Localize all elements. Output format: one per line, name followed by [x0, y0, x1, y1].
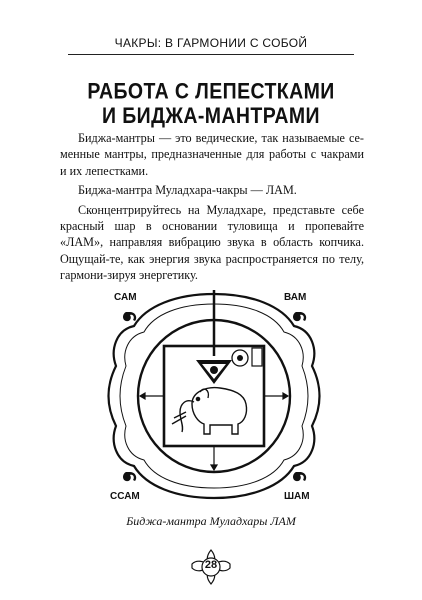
running-header: ЧАКРЫ: В ГАРМОНИИ С СОБОЙ — [114, 36, 308, 50]
glyph-vam-icon — [293, 312, 306, 321]
petal-label-top-left: САМ — [114, 292, 137, 303]
body-text — [60, 130, 364, 284]
petal-label-bottom-left: ССАМ — [110, 491, 140, 502]
section-title-line-1: РАБОТА С ЛЕПЕСТКАМИ — [87, 79, 335, 104]
muladhara-illustration — [106, 286, 322, 506]
header-rule — [68, 54, 354, 55]
figure-caption: Биджа-мантра Муладхары ЛАМ — [126, 514, 296, 528]
paragraph-2: Биджа-мантра Муладхара-чакры — ЛАМ. — [78, 183, 297, 198]
glyph-sham-icon — [293, 472, 306, 481]
deity-emblem-icon — [232, 348, 262, 366]
page-number-badge — [186, 546, 236, 588]
petal-label-bottom-right: ШАМ — [284, 491, 310, 502]
elephant-icon — [172, 388, 247, 434]
paragraph-1: Биджа-мантры — это ведические, так называемые се-менные мантры, предназначенные для работы с чакрами и их лепестками. — [60, 131, 364, 178]
paragraph-3: Сконцентрируйтесь на Муладхаре, представьте себе красный шар в основании туловища и пропевайте «ЛАМ», направляя вибрацию звука в область копчика. Ощущай-те, как энергия звука распространяется по телу, гармони-зируя энергетику. — [60, 202, 364, 283]
glyph-sam-icon — [123, 312, 136, 321]
page-number: 28 — [204, 559, 218, 571]
muladhara-diagram — [106, 286, 322, 506]
section-title-line-2: И БИДЖА-МАНТРАМИ — [102, 104, 320, 129]
glyph-ssam-icon — [123, 472, 136, 481]
petal-label-top-right: ВАМ — [284, 292, 307, 303]
section-title — [0, 79, 422, 128]
